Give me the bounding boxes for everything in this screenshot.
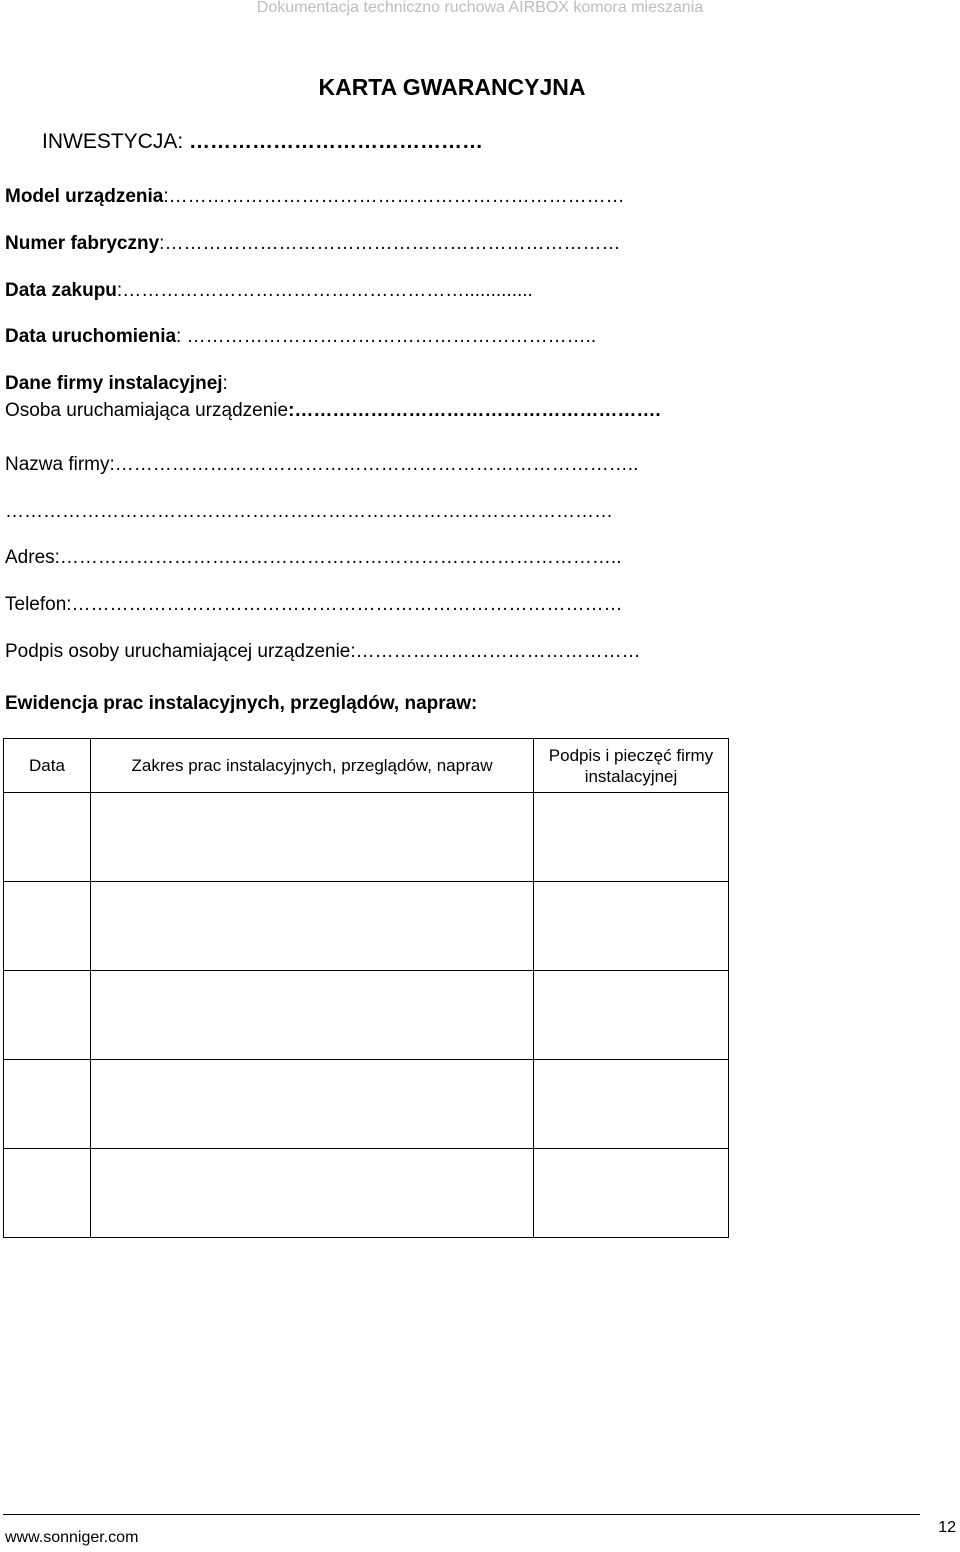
column-header-scope: Zakres prac instalacyjnych, przeglądów, napraw	[91, 739, 534, 793]
running-header: Dokumentacja techniczno ruchowa AIRBOX komora mieszania	[256, 0, 704, 16]
commissioning-person-fill: :………………………………………………….	[288, 400, 661, 421]
table-cell-scope[interactable]	[91, 793, 534, 882]
table-cell-signature[interactable]	[534, 1060, 729, 1149]
work-log-title: Ewidencja prac instalacyjnych, przeglądów, napraw:	[5, 693, 478, 714]
phone-label: Telefon:	[5, 594, 72, 615]
installer-section-label: Dane firmy instalacyjnej	[5, 373, 223, 394]
footer-website-link[interactable]: www.sonniger.com	[5, 1529, 139, 1546]
installer-section-colon: :	[222, 373, 228, 394]
table-cell-signature[interactable]	[534, 882, 729, 971]
table-cell-scope[interactable]	[91, 1060, 534, 1149]
table-cell-date[interactable]	[4, 882, 91, 971]
purchase-date-field	[5, 280, 955, 302]
signature-field	[5, 641, 955, 663]
device-model-fill: :………………………………………………………………	[163, 186, 625, 207]
device-model-label: Model urządzenia	[5, 186, 164, 207]
company-name-field	[5, 454, 955, 476]
table-row	[4, 1060, 729, 1149]
footer-divider	[3, 1514, 920, 1515]
column-header-signature: Podpis i pieczęć firmy instalacyjnej	[534, 739, 729, 793]
column-header-date: Data	[4, 739, 91, 793]
phone-field	[5, 594, 955, 616]
purchase-date-label: Data zakupu	[5, 280, 117, 301]
table-cell-scope[interactable]	[91, 1149, 534, 1238]
serial-number-field	[5, 233, 955, 255]
commissioning-person-label: Osoba uruchamiająca urządzenie	[5, 400, 289, 421]
table-cell-date[interactable]	[4, 1060, 91, 1149]
table-cell-scope[interactable]	[91, 882, 534, 971]
installer-section-heading	[5, 373, 955, 395]
investment-fill: ……………………………………	[183, 131, 484, 153]
signature-fill: ………………………………………	[355, 641, 641, 662]
work-log-header-row	[4, 739, 729, 793]
serial-number-label: Numer fabryczny	[5, 233, 160, 254]
table-cell-scope[interactable]	[91, 971, 534, 1060]
serial-number-fill: :………………………………………………………………	[159, 233, 621, 254]
signature-label: Podpis osoby uruchamiającej urządzenie:	[5, 641, 356, 662]
address-label: Adres:	[5, 547, 60, 568]
commissioning-date-label: Data uruchomienia	[5, 326, 177, 347]
company-name-cont-fill: ……………………………………………………………………………………	[5, 501, 613, 522]
work-log-table	[3, 738, 729, 1238]
commissioning-date-field	[5, 326, 955, 348]
table-row	[4, 882, 729, 971]
table-row	[4, 1149, 729, 1238]
table-cell-date[interactable]	[4, 971, 91, 1060]
company-name-label: Nazwa firmy:	[5, 454, 115, 475]
phone-fill: ……………………………………………………………………………	[71, 594, 623, 615]
table-cell-signature[interactable]	[534, 793, 729, 882]
address-fill: ……………………………………………………………………………..	[59, 547, 622, 568]
commissioning-person-field	[5, 400, 955, 422]
investment-label: INWESTYCJA:	[42, 131, 184, 153]
table-cell-signature[interactable]	[534, 971, 729, 1060]
company-name-continuation	[5, 501, 955, 523]
table-row	[4, 971, 729, 1060]
document-title: KARTA GWARANCYJNA	[318, 74, 586, 100]
page-number: 12	[938, 1519, 956, 1536]
investment-field	[42, 131, 960, 153]
device-model-field	[5, 186, 955, 208]
table-row	[4, 793, 729, 882]
address-field	[5, 547, 955, 569]
commissioning-date-fill: : ………………………………………………………..	[176, 326, 597, 347]
purchase-date-fill: :……………………………………………….............	[116, 280, 533, 301]
table-cell-signature[interactable]	[534, 1149, 729, 1238]
table-cell-date[interactable]	[4, 1149, 91, 1238]
company-name-fill: ………………………………………………………………………..	[114, 454, 639, 475]
table-cell-date[interactable]	[4, 793, 91, 882]
